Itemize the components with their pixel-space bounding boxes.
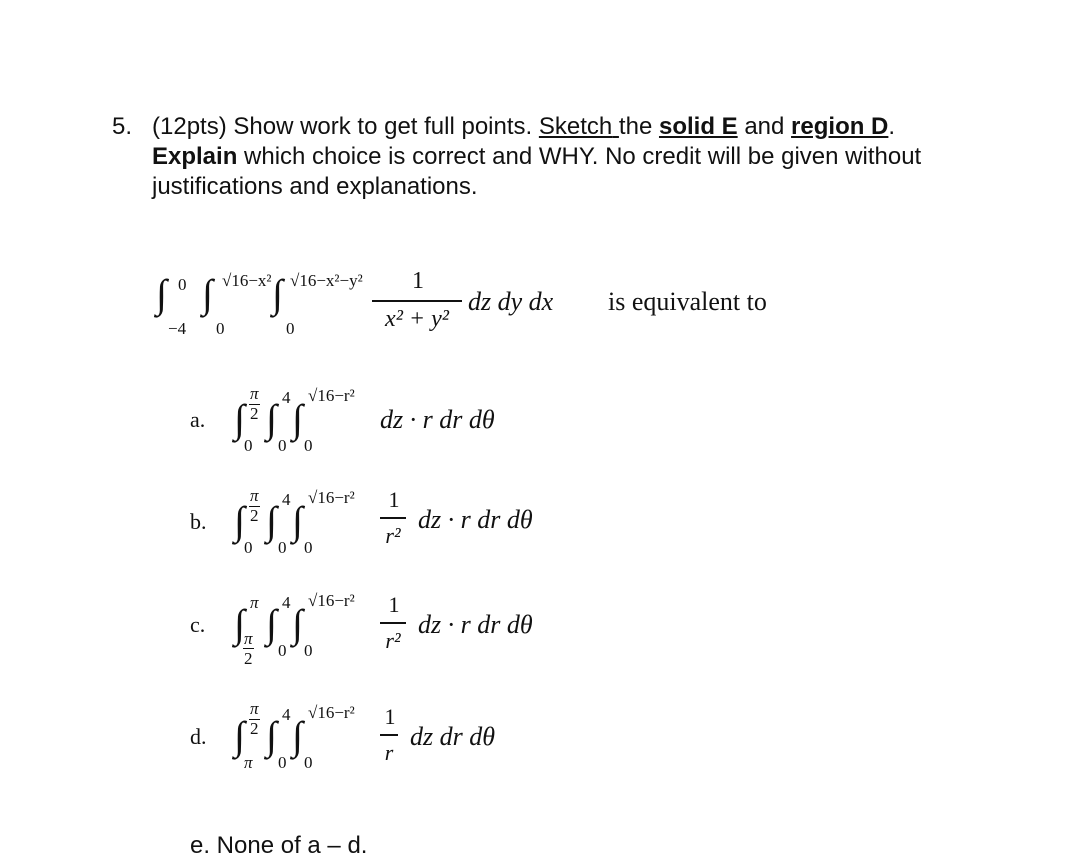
the-word: the [618, 113, 653, 140]
explain-word: Explain [152, 143, 238, 170]
and-word: and [744, 113, 785, 140]
question-number: 5. [112, 113, 133, 140]
question-period: . [888, 113, 896, 140]
question-intro: Show work to get full points. [233, 113, 533, 140]
theta-integral-sign: ∫ [234, 498, 245, 543]
r-upper-limit: 4 [282, 593, 291, 612]
r-upper-limit: 4 [282, 490, 291, 509]
integrand-denominator: x² + y² [385, 306, 449, 332]
integrand-numerator: 1 [384, 704, 396, 729]
inner-integral-sign: ∫ [272, 271, 283, 316]
question-text [112, 112, 1012, 202]
integrand-fraction-bar [380, 622, 406, 624]
main-differentials: dz dy dx [468, 287, 554, 316]
theta-lower-den: 2 [244, 649, 253, 668]
z-integral-sign: ∫ [292, 601, 303, 646]
middle-upper-limit: √16−x² [222, 271, 272, 290]
theta-lower-limit: π [244, 753, 253, 772]
theta-upper-limit: π [250, 593, 259, 612]
theta-integral-sign: ∫ [234, 396, 245, 441]
integrand-numerator: 1 [388, 592, 400, 617]
integrand-fraction-bar [380, 517, 406, 519]
question-body [152, 112, 1012, 202]
outer-integral-sign: ∫ [156, 271, 167, 316]
z-integral-sign: ∫ [292, 396, 303, 441]
z-upper-limit: √16−r² [308, 591, 355, 610]
outer-upper-limit: 0 [178, 275, 187, 294]
integrand-numerator: 1 [412, 268, 424, 294]
r-integral-sign: ∫ [266, 713, 277, 758]
middle-lower-limit: 0 [216, 319, 225, 338]
theta-lower-limit: 0 [244, 538, 253, 557]
option-b[interactable] [190, 487, 610, 562]
theta-upper-num: π [250, 486, 259, 505]
r-integral-sign: ∫ [266, 498, 277, 543]
option-a[interactable] [190, 385, 590, 455]
option-d[interactable] [190, 700, 610, 780]
r-lower-limit: 0 [278, 436, 287, 455]
question-line3: justifications and explanations. [152, 173, 478, 200]
main-integral [150, 262, 850, 342]
solid-e-label: solid E [658, 113, 738, 140]
equivalent-text: is equivalent to [608, 287, 767, 316]
outer-lower-limit: −4 [168, 319, 187, 338]
z-lower-limit: 0 [304, 538, 313, 557]
z-integral-sign: ∫ [292, 498, 303, 543]
middle-integral-sign: ∫ [202, 271, 213, 316]
option-e[interactable]: e. None of a – d. [190, 832, 368, 859]
option-c-differentials: dz · r dr dθ [418, 610, 533, 639]
option-b-label: b. [190, 509, 207, 534]
z-upper-limit: √16−r² [308, 386, 355, 405]
theta-upper-num: π [250, 699, 259, 718]
option-b-differentials: dz · r dr dθ [418, 505, 533, 534]
option-d-differentials: dz dr dθ [410, 722, 496, 751]
r-lower-limit: 0 [278, 753, 287, 772]
option-a-label: a. [190, 407, 206, 432]
question-points: (12pts) [152, 113, 227, 140]
z-integral-sign: ∫ [292, 713, 303, 758]
inner-lower-limit: 0 [286, 319, 295, 338]
z-lower-limit: 0 [304, 753, 313, 772]
r-upper-limit: 4 [282, 388, 291, 407]
option-a-differentials: dz · r dr dθ [380, 405, 495, 434]
r-upper-limit: 4 [282, 705, 291, 724]
theta-integral-sign: ∫ [234, 601, 245, 646]
integrand-numerator: 1 [388, 487, 400, 512]
r-lower-limit: 0 [278, 641, 287, 660]
sketch-word: Sketch [538, 113, 613, 140]
inner-upper-limit: √16−x²−y² [290, 271, 363, 290]
theta-upper-den: 2 [250, 404, 259, 423]
z-lower-limit: 0 [304, 436, 313, 455]
theta-integral-sign: ∫ [234, 713, 245, 758]
integrand-denominator: r² [385, 523, 401, 548]
theta-upper-den: 2 [250, 719, 259, 738]
option-c[interactable] [190, 590, 610, 670]
region-d-label: region D [791, 113, 889, 140]
r-lower-limit: 0 [278, 538, 287, 557]
option-d-label: d. [190, 724, 207, 749]
theta-upper-den: 2 [250, 506, 259, 525]
z-lower-limit: 0 [304, 641, 313, 660]
theta-lower-limit: 0 [244, 436, 253, 455]
r-integral-sign: ∫ [266, 601, 277, 646]
theta-lower-num: π [244, 629, 253, 648]
integrand-denominator: r [384, 740, 394, 765]
theta-upper-num: π [250, 384, 259, 403]
r-integral-sign: ∫ [266, 396, 277, 441]
integrand-fraction-bar [372, 300, 462, 302]
z-upper-limit: √16−r² [308, 488, 355, 507]
integrand-denominator: r² [385, 628, 401, 653]
integrand-fraction-bar [380, 734, 398, 736]
option-c-label: c. [190, 612, 206, 637]
question-line2: which choice is correct and WHY. No credit will be given without [244, 143, 922, 170]
z-upper-limit: √16−r² [308, 703, 355, 722]
